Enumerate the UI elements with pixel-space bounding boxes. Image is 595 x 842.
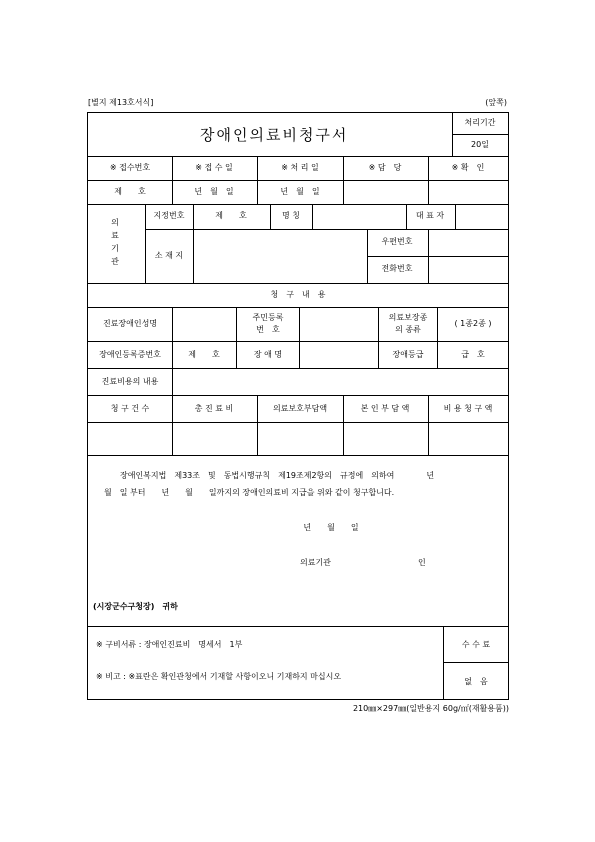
designation-no-label: 지정번호 [153, 211, 185, 220]
divider [443, 626, 444, 700]
signer-institution-label: 의료기관 [300, 558, 331, 567]
divider [87, 283, 509, 284]
total-fee-header: 총 진 료 비 [194, 404, 234, 413]
divider [87, 422, 509, 423]
designation-no-field[interactable]: 제 호 [215, 211, 247, 220]
remark-note: ※ 비고 : ※표란은 확인관청에서 기재할 사항이오니 기재하지 마십시오 [96, 672, 342, 681]
institution-side-label: 의 료 기 관 [111, 218, 119, 266]
statement-line-1: 장애인복지법 제33조 및 동법시행규칙 제19조제2항의 규정에 의하여 년 [120, 471, 435, 480]
divider [87, 204, 509, 205]
resident-no-label-2: 번 호 [256, 325, 280, 334]
divider [87, 307, 509, 308]
registration-no-label: 장애인등록증번호 [99, 350, 161, 359]
divider [87, 395, 509, 396]
divider [455, 204, 456, 229]
medical-aid-share-header: 의료보호부담액 [272, 404, 328, 413]
divider [236, 307, 237, 368]
address-label: 소 재 지 [154, 251, 184, 260]
claim-amount-header: 비 용 청 구 액 [443, 404, 493, 413]
divider [87, 341, 509, 342]
divider [257, 395, 258, 455]
registration-no-field[interactable]: 제 호 [188, 350, 220, 359]
divider [367, 229, 368, 283]
process-date-field[interactable]: 년 월 일 [280, 187, 320, 196]
divider [87, 626, 509, 627]
form-title: 장애인의료비청구서 [200, 126, 349, 144]
divider [257, 156, 258, 204]
postal-code-label: 우편번호 [381, 237, 413, 246]
divider [145, 229, 509, 230]
resident-no-label: 주민등록 [252, 313, 284, 322]
representative-label: 대 표 자 [415, 211, 445, 220]
page-side-label: (앞쪽) [485, 98, 507, 107]
divider [428, 229, 429, 283]
officer-header: ※ 담 당 [368, 163, 402, 172]
receipt-number-header: ※ 접수번호 [109, 163, 151, 172]
seal-mark: 인 [418, 558, 426, 567]
divider [443, 662, 509, 663]
process-date-header: ※ 처 리 일 [281, 163, 319, 172]
divider [428, 395, 429, 455]
divider [452, 112, 453, 156]
divider [343, 395, 344, 455]
divider [378, 307, 379, 368]
divider [172, 307, 173, 368]
patient-name-label: 진료장애인성명 [102, 319, 158, 328]
addressee: (시장군수구청장) 귀하 [93, 602, 178, 611]
divider [270, 204, 271, 229]
disability-grade-field[interactable]: 급 호 [461, 350, 485, 359]
divider [172, 368, 173, 395]
disability-grade-label: 장애등급 [392, 350, 424, 359]
divider [87, 455, 509, 456]
receipt-number-field[interactable]: 제 호 [114, 187, 146, 196]
form-number: [별지 제13호서식] [88, 98, 154, 107]
divider [406, 204, 407, 229]
self-pay-header: 본 인 부 담 액 [360, 404, 410, 413]
divider [312, 204, 313, 229]
insurance-type-label: 의료보장종 [388, 313, 428, 322]
divider [299, 307, 300, 368]
divider [428, 156, 429, 204]
insurance-type-field[interactable]: ( 1종2종 ) [454, 319, 492, 328]
divider [145, 204, 146, 283]
divider [87, 156, 509, 157]
receipt-date-field[interactable]: 년 월 일 [194, 187, 234, 196]
attachment-note: ※ 구비서류 : 장애인진료비 명세서 1부 [96, 640, 243, 649]
fee-value: 없 음 [464, 677, 488, 686]
processing-period-label: 처리기간 [464, 118, 496, 127]
claim-section-title: 청 구 내 용 [270, 290, 326, 299]
processing-period-value: 20일 [471, 140, 489, 149]
divider [172, 395, 173, 455]
divider [452, 134, 509, 135]
statement-line-2: 월 일 부터 년 월 일까지의 장애인의료비 지급을 위와 같이 청구합니다. [104, 488, 395, 497]
divider [87, 368, 509, 369]
phone-label: 전화번호 [381, 264, 413, 273]
divider [343, 156, 344, 204]
name-label: 명 칭 [282, 211, 300, 220]
receipt-date-header: ※ 접 수 일 [195, 163, 233, 172]
divider [172, 156, 173, 204]
disability-name-label: 장 애 명 [253, 350, 283, 359]
confirm-header: ※ 확 인 [451, 163, 485, 172]
fee-label: 수 수 료 [461, 640, 491, 649]
claim-count-header: 청 구 건 수 [110, 404, 150, 413]
divider [87, 180, 509, 181]
divider [367, 256, 509, 257]
treatment-detail-label: 진료비용의 내용 [101, 377, 159, 386]
paper-spec: 210㎜×297㎜(일반용지 60g/㎡(재활용품)) [352, 704, 509, 713]
divider [437, 307, 438, 368]
statement-date: 년 월 일 [303, 523, 359, 532]
insurance-type-label-2: 의 종류 [395, 325, 421, 334]
divider [193, 204, 194, 283]
